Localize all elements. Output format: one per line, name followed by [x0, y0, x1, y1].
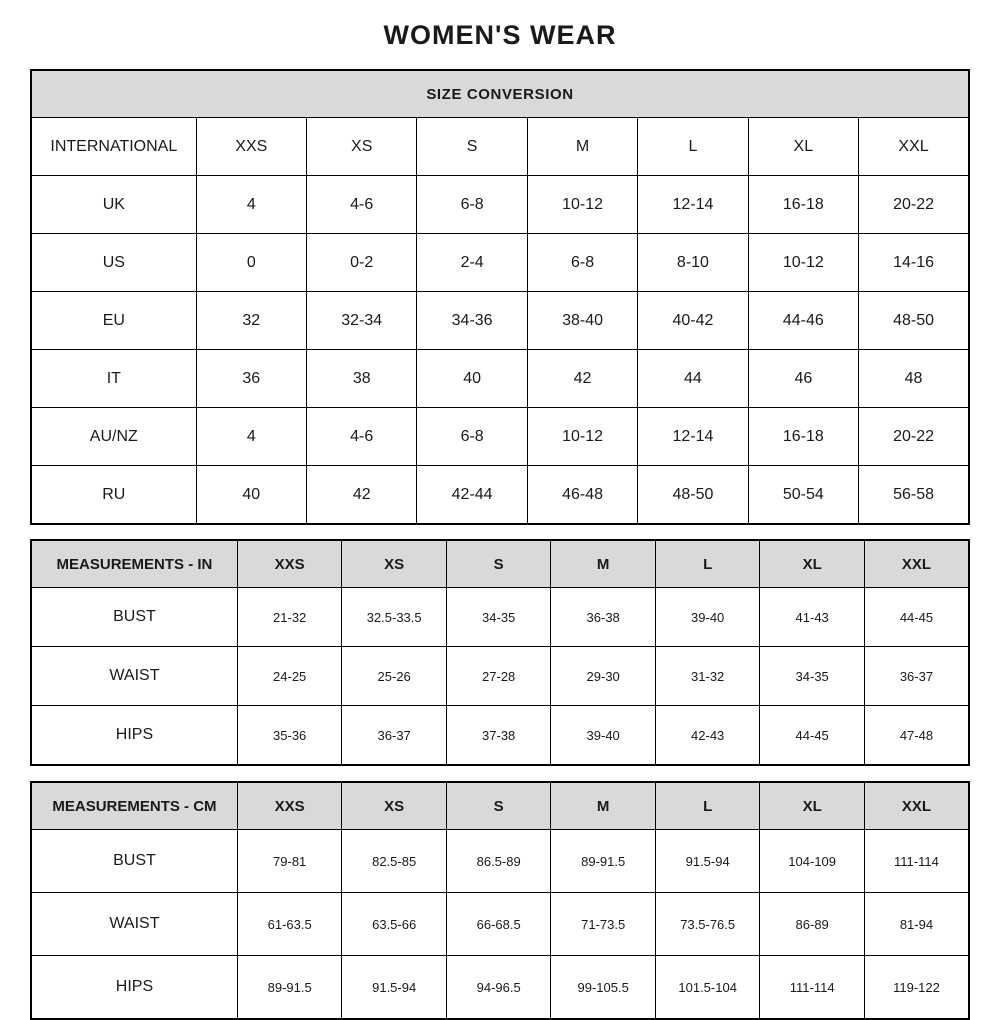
cell-value: 111-114 — [864, 830, 969, 893]
cell-value: 10-12 — [527, 408, 637, 466]
size-conversion-row — [31, 466, 969, 525]
cell-value: 8-10 — [638, 234, 748, 292]
cell-value: 4 — [196, 176, 306, 234]
measurements-in-row — [31, 647, 969, 706]
measurements-cm-table — [30, 781, 970, 1020]
measurements-cm-title: MEASUREMENTS - CM — [31, 782, 237, 830]
cell-value: 91.5-94 — [342, 956, 447, 1020]
size-conversion-row — [31, 118, 969, 176]
cell-value: 0 — [196, 234, 306, 292]
row-label: AU/NZ — [31, 408, 196, 466]
size-conversion-row — [31, 350, 969, 408]
cell-value: XL — [748, 118, 858, 176]
cell-value: 91.5-94 — [655, 830, 760, 893]
cell-value: 36 — [196, 350, 306, 408]
cell-value: 6-8 — [527, 234, 637, 292]
size-column-header: XS — [342, 782, 447, 830]
row-label: BUST — [31, 588, 237, 647]
row-label: INTERNATIONAL — [31, 118, 196, 176]
cell-value: XXS — [196, 118, 306, 176]
size-column-header: M — [551, 540, 656, 588]
cell-value: M — [527, 118, 637, 176]
cell-value: 56-58 — [859, 466, 969, 525]
cell-value: 36-37 — [342, 706, 447, 766]
cell-value: 12-14 — [638, 408, 748, 466]
cell-value: 4-6 — [307, 408, 417, 466]
cell-value: 38-40 — [527, 292, 637, 350]
size-conversion-row — [31, 292, 969, 350]
cell-value: 86-89 — [760, 893, 865, 956]
measurements-cm-row — [31, 830, 969, 893]
row-label: HIPS — [31, 956, 237, 1020]
size-conversion-row — [31, 176, 969, 234]
cell-value: 16-18 — [748, 176, 858, 234]
size-column-header: M — [551, 782, 656, 830]
measurements-cm-row — [31, 893, 969, 956]
cell-value: 34-36 — [417, 292, 527, 350]
cell-value: 6-8 — [417, 176, 527, 234]
cell-value: 6-8 — [417, 408, 527, 466]
row-label: BUST — [31, 830, 237, 893]
size-column-header: XS — [342, 540, 447, 588]
cell-value: 10-12 — [527, 176, 637, 234]
measurements-cm-header-row — [31, 782, 969, 830]
cell-value: 20-22 — [859, 408, 969, 466]
size-column-header: S — [446, 540, 551, 588]
cell-value: XXL — [859, 118, 969, 176]
size-column-header: XXL — [864, 782, 969, 830]
size-column-header: L — [655, 540, 760, 588]
cell-value: L — [638, 118, 748, 176]
cell-value: 21-32 — [237, 588, 342, 647]
cell-value: 42-43 — [655, 706, 760, 766]
row-label: WAIST — [31, 893, 237, 956]
cell-value: 35-36 — [237, 706, 342, 766]
cell-value: 81-94 — [864, 893, 969, 956]
cell-value: 2-4 — [417, 234, 527, 292]
cell-value: 73.5-76.5 — [655, 893, 760, 956]
cell-value: 119-122 — [864, 956, 969, 1020]
size-conversion-row — [31, 234, 969, 292]
cell-value: S — [417, 118, 527, 176]
cell-value: 14-16 — [859, 234, 969, 292]
cell-value: 10-12 — [748, 234, 858, 292]
cell-value: 104-109 — [760, 830, 865, 893]
cell-value: 39-40 — [551, 706, 656, 766]
cell-value: 63.5-66 — [342, 893, 447, 956]
cell-value: 38 — [307, 350, 417, 408]
cell-value: 4-6 — [307, 176, 417, 234]
cell-value: 36-38 — [551, 588, 656, 647]
cell-value: XS — [307, 118, 417, 176]
cell-value: 44-45 — [760, 706, 865, 766]
cell-value: 20-22 — [859, 176, 969, 234]
cell-value: 37-38 — [446, 706, 551, 766]
cell-value: 4 — [196, 408, 306, 466]
page-title: WOMEN'S WEAR — [383, 20, 617, 50]
measurements-in-header-row — [31, 540, 969, 588]
cell-value: 34-35 — [446, 588, 551, 647]
cell-value: 36-37 — [864, 647, 969, 706]
cell-value: 71-73.5 — [551, 893, 656, 956]
cell-value: 46 — [748, 350, 858, 408]
row-label: HIPS — [31, 706, 237, 766]
measurements-in-row — [31, 588, 969, 647]
row-label: IT — [31, 350, 196, 408]
cell-value: 82.5-85 — [342, 830, 447, 893]
cell-value: 42 — [527, 350, 637, 408]
cell-value: 48-50 — [638, 466, 748, 525]
cell-value: 24-25 — [237, 647, 342, 706]
cell-value: 89-91.5 — [237, 956, 342, 1020]
size-column-header: XXS — [237, 782, 342, 830]
cell-value: 25-26 — [342, 647, 447, 706]
row-label: UK — [31, 176, 196, 234]
cell-value: 16-18 — [748, 408, 858, 466]
cell-value: 27-28 — [446, 647, 551, 706]
cell-value: 44-45 — [864, 588, 969, 647]
cell-value: 86.5-89 — [446, 830, 551, 893]
size-conversion-table — [30, 69, 970, 525]
cell-value: 40 — [196, 466, 306, 525]
size-column-header: S — [446, 782, 551, 830]
cell-value: 40-42 — [638, 292, 748, 350]
cell-value: 99-105.5 — [551, 956, 656, 1020]
cell-value: 94-96.5 — [446, 956, 551, 1020]
cell-value: 89-91.5 — [551, 830, 656, 893]
size-column-header: XXS — [237, 540, 342, 588]
row-label: EU — [31, 292, 196, 350]
cell-value: 48 — [859, 350, 969, 408]
cell-value: 40 — [417, 350, 527, 408]
cell-value: 29-30 — [551, 647, 656, 706]
cell-value: 48-50 — [859, 292, 969, 350]
measurements-in-title: MEASUREMENTS - IN — [31, 540, 237, 588]
cell-value: 42-44 — [417, 466, 527, 525]
row-label: WAIST — [31, 647, 237, 706]
cell-value: 50-54 — [748, 466, 858, 525]
size-column-header: XXL — [864, 540, 969, 588]
cell-value: 0-2 — [307, 234, 417, 292]
size-conversion-title: SIZE CONVERSION — [31, 70, 969, 118]
cell-value: 32-34 — [307, 292, 417, 350]
size-conversion-header-row — [31, 70, 969, 118]
size-conversion-row — [31, 408, 969, 466]
measurements-in-row — [31, 706, 969, 766]
cell-value: 31-32 — [655, 647, 760, 706]
measurements-cm-row — [31, 956, 969, 1020]
cell-value: 79-81 — [237, 830, 342, 893]
measurements-in-table — [30, 539, 970, 766]
size-column-header: XL — [760, 540, 865, 588]
cell-value: 12-14 — [638, 176, 748, 234]
cell-value: 44 — [638, 350, 748, 408]
cell-value: 47-48 — [864, 706, 969, 766]
cell-value: 44-46 — [748, 292, 858, 350]
cell-value: 46-48 — [527, 466, 637, 525]
cell-value: 111-114 — [760, 956, 865, 1020]
cell-value: 66-68.5 — [446, 893, 551, 956]
cell-value: 61-63.5 — [237, 893, 342, 956]
size-column-header: XL — [760, 782, 865, 830]
cell-value: 101.5-104 — [655, 956, 760, 1020]
cell-value: 42 — [307, 466, 417, 525]
row-label: RU — [31, 466, 196, 525]
cell-value: 32 — [196, 292, 306, 350]
cell-value: 39-40 — [655, 588, 760, 647]
cell-value: 32.5-33.5 — [342, 588, 447, 647]
size-column-header: L — [655, 782, 760, 830]
cell-value: 34-35 — [760, 647, 865, 706]
row-label: US — [31, 234, 196, 292]
cell-value: 41-43 — [760, 588, 865, 647]
